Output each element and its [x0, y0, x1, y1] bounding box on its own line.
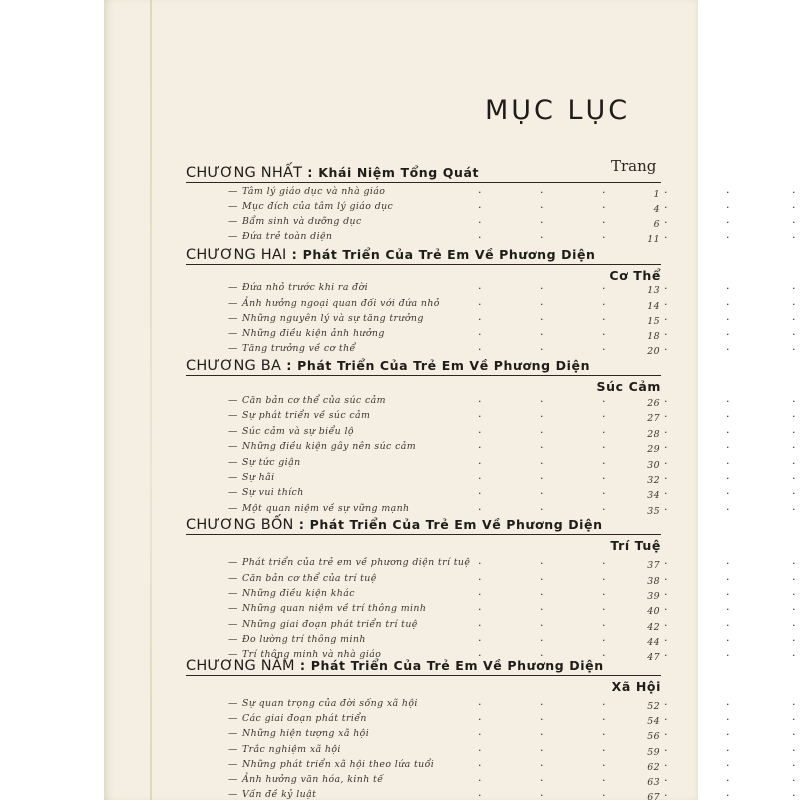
- chapter-title-continued: Trí Tuệ: [610, 538, 661, 553]
- entry-dash: —: [228, 573, 238, 584]
- entry-text: Đo lường trí thông minh: [242, 634, 366, 645]
- entry-text: Súc cảm và sự biểu lộ: [242, 426, 354, 437]
- toc-entry: — Súc cảm và sự biểu lộ . . . . . . 28: [228, 423, 796, 440]
- entry-text: Ảnh hưởng ngoại quan đối với đứa nhỏ: [242, 298, 440, 309]
- entry-text: Những phát triển xã hội theo lứa tuổi: [242, 759, 435, 770]
- entry-text: Những hiện tượng xã hội: [242, 728, 370, 739]
- entry-page-number: 28: [647, 429, 660, 440]
- entry-text: Căn bản cơ thể của trí tuệ: [242, 573, 377, 584]
- entry-text: Vấn đề kỷ luật: [242, 789, 317, 800]
- entry-page-number: 63: [647, 777, 660, 788]
- entry-dash: —: [228, 728, 238, 739]
- entry-dash: —: [228, 410, 238, 421]
- toc-entry: — Những giai đoạn phát triển trí tuệ . . . . . . 42: [228, 616, 796, 633]
- entry-text: Trắc nghiệm xã hội: [242, 744, 341, 755]
- entry-page-number: 34: [647, 490, 660, 501]
- entry-page-number: 47: [647, 652, 660, 663]
- entry-page-number: 44: [647, 637, 660, 648]
- entry-text: Phát triển của trẻ em về phương diện trí tuệ: [242, 557, 471, 568]
- toc-entry: — Những quan niệm về trí thông minh . . . . . . 40: [228, 600, 796, 617]
- chapter-title: Phát Triển Của Trẻ Em Về Phương Diện: [309, 517, 603, 532]
- entry-dash: —: [228, 487, 238, 498]
- toc-entry: — Đo lường trí thông minh . . . . . . 44: [228, 631, 796, 648]
- entry-text: Sự hãi: [242, 472, 275, 483]
- toc-entry: — Đứa trẻ toàn diện . . . . . . 11: [228, 228, 796, 245]
- entry-page-number: 11: [647, 234, 660, 245]
- entry-dash: —: [228, 426, 238, 437]
- toc-entry: — Một quan niệm về sự vững mạnh . . . . . . 35: [228, 500, 796, 517]
- entry-dash: —: [228, 557, 238, 568]
- toc-entry: — Những nguyên lý và sự tăng trưởng . . . . . . 15: [228, 310, 796, 327]
- toc-entry: — Các giai đoạn phát triển . . . . . . 54: [228, 710, 796, 727]
- entry-dash: —: [228, 328, 238, 339]
- entry-dash: —: [228, 231, 238, 242]
- chapter-heading-line: [186, 358, 661, 376]
- entry-page-number: 59: [647, 747, 660, 758]
- chapter-heading-line: [186, 247, 661, 265]
- page-fold: [150, 0, 152, 800]
- entry-dash: —: [228, 201, 238, 212]
- entry-dash: —: [228, 472, 238, 483]
- chapter-title: Phát Triển Của Trẻ Em Về Phương Diện: [310, 658, 604, 673]
- chapter-title-continued: Súc Cảm: [596, 379, 661, 394]
- entry-dash: —: [228, 789, 238, 800]
- entry-dash: —: [228, 698, 238, 709]
- entry-dash: —: [228, 298, 238, 309]
- entry-dash: —: [228, 503, 238, 514]
- chapter-heading-line: [186, 165, 661, 183]
- chapter-heading: [186, 358, 661, 394]
- entry-dash: —: [228, 343, 238, 354]
- entry-text: Sự vui thích: [242, 487, 304, 498]
- chapter-separator: :: [293, 518, 310, 533]
- entry-text: Căn bản cơ thể của súc cảm: [242, 395, 386, 406]
- page-column-label: Trang: [611, 157, 657, 175]
- chapter-heading: [186, 165, 661, 183]
- chapter-label: CHƯƠNG HAI: [186, 247, 287, 263]
- chapter-separator: :: [302, 166, 319, 181]
- entry-page-number: 52: [647, 701, 660, 712]
- toc-entry: — Sự vui thích . . . . . . 34: [228, 484, 796, 501]
- chapter-heading-line: [186, 517, 661, 535]
- toc-entry: — Tăng trưởng về cơ thể . . . . . . 20: [228, 340, 796, 357]
- entry-page-number: 27: [647, 413, 660, 424]
- toc-entry: — Những điều kiện ảnh hưởng . . . . . . 18: [228, 325, 796, 342]
- entry-page-number: 4: [653, 204, 660, 215]
- chapter-heading: [186, 517, 661, 553]
- toc-entry: — Đứa nhỏ trước khi ra đời . . . . . . 13: [228, 279, 796, 296]
- entry-dash: —: [228, 588, 238, 599]
- entry-text: Những quan niệm về trí thông minh: [242, 603, 427, 614]
- entry-text: Những nguyên lý và sự tăng trưởng: [242, 313, 424, 324]
- entry-dash: —: [228, 634, 238, 645]
- entry-text: Đứa nhỏ trước khi ra đời: [242, 282, 369, 293]
- entry-page-number: 15: [647, 316, 660, 327]
- chapter-label: CHƯƠNG BỐN: [186, 517, 294, 533]
- entry-page-number: 37: [647, 560, 660, 571]
- entry-page-number: 56: [647, 731, 660, 742]
- entry-page-number: 67: [647, 792, 660, 803]
- toc-entry: — Tâm lý giáo dục và nhà giáo . . . . . . 1: [228, 183, 796, 200]
- entry-text: Những giai đoạn phát triển trí tuệ: [242, 619, 418, 630]
- chapter-heading: [186, 658, 661, 694]
- entry-text: Sự quan trọng của đời sống xã hội: [242, 698, 418, 709]
- entry-text: Những điều kiện khác: [242, 588, 355, 599]
- entry-page-number: 26: [647, 398, 660, 409]
- chapter-separator: :: [294, 659, 311, 674]
- chapter-title: Phát Triển Của Trẻ Em Về Phương Diện: [297, 358, 591, 373]
- entry-text: Mục đích của tâm lý giáo dục: [242, 201, 394, 212]
- entry-page-number: 29: [647, 444, 660, 455]
- entry-text: Các giai đoạn phát triển: [242, 713, 367, 724]
- entry-text: Đứa trẻ toàn diện: [242, 231, 333, 242]
- entry-text: Những điều kiện gây nên súc cảm: [242, 441, 417, 452]
- toc-entry: — Căn bản cơ thể của súc cảm . . . . . . 26: [228, 392, 796, 409]
- entry-page-number: 13: [647, 285, 660, 296]
- entry-page-number: 54: [647, 716, 660, 727]
- chapter-label: CHƯƠNG NĂM: [186, 658, 295, 674]
- toc-entry: — Sự phát triển về súc cảm . . . . . . 27: [228, 407, 796, 424]
- toc-entry: — Những điều kiện gây nên súc cảm . . . . . . 29: [228, 438, 796, 455]
- entry-dash: —: [228, 713, 238, 724]
- entry-text: Ảnh hưởng văn hóa, kinh tế: [242, 774, 384, 785]
- chapter-label: CHƯƠNG NHẤT: [186, 165, 303, 181]
- chapter-title-continued: Cơ Thể: [609, 268, 661, 283]
- toc-entry: — Bẩm sinh và dưỡng dục . . . . . . 6: [228, 213, 796, 230]
- chapter-title: Khái Niệm Tổng Quát: [318, 165, 480, 180]
- entry-dash: —: [228, 759, 238, 770]
- chapter-separator: :: [281, 359, 298, 374]
- chapter-label: CHƯƠNG BA: [186, 358, 282, 374]
- chapter-title-continued: Xã Hội: [611, 679, 661, 694]
- entry-dash: —: [228, 619, 238, 630]
- entry-dash: —: [228, 603, 238, 614]
- entry-text: Sự tức giận: [242, 457, 301, 468]
- entry-page-number: 62: [647, 762, 660, 773]
- chapter-separator: :: [286, 248, 303, 263]
- entry-dash: —: [228, 313, 238, 324]
- toc-entry: — Ảnh hưởng ngoại quan đối với đứa nhỏ . . . . . . 14: [228, 295, 796, 312]
- entry-page-number: 6: [653, 219, 660, 230]
- toc-entry: — Trí thông minh và nhà giáo . . . . . . 47: [228, 646, 796, 663]
- entry-page-number: 42: [647, 622, 660, 633]
- entry-page-number: 20: [647, 346, 660, 357]
- entry-text: Tâm lý giáo dục và nhà giáo: [242, 186, 386, 197]
- entry-page-number: 32: [647, 475, 660, 486]
- toc-entry: — Những phát triển xã hội theo lứa tuổi . . . . . . 62: [228, 756, 796, 773]
- entry-text: Một quan niệm về sự vững mạnh: [242, 503, 410, 514]
- toc-entry: — Ảnh hưởng văn hóa, kinh tế . . . . . . 63: [228, 771, 796, 788]
- entry-page-number: 14: [647, 301, 660, 312]
- entry-dash: —: [228, 441, 238, 452]
- toc-entry: — Sự hãi . . . . . . 32: [228, 469, 796, 486]
- toc-entry: — Căn bản cơ thể của trí tuệ . . . . . . 38: [228, 570, 796, 587]
- entry-dash: —: [228, 186, 238, 197]
- entry-text: Sự phát triển về súc cảm: [242, 410, 371, 421]
- toc-entry: — Sự tức giận . . . . . . 30: [228, 454, 796, 471]
- entry-dash: —: [228, 457, 238, 468]
- entry-dash: —: [228, 216, 238, 227]
- chapter-title: Phát Triển Của Trẻ Em Về Phương Diện: [302, 247, 596, 262]
- entry-page-number: 40: [647, 606, 660, 617]
- toc-entry: — Trắc nghiệm xã hội . . . . . . 59: [228, 741, 796, 758]
- entry-dash: —: [228, 744, 238, 755]
- toc-entry: — Những điều kiện khác . . . . . . 39: [228, 585, 796, 602]
- entry-page-number: 35: [647, 506, 660, 517]
- entry-page-number: 1: [653, 189, 660, 200]
- toc-title: MỤC LỤC: [485, 95, 631, 126]
- entry-page-number: 30: [647, 460, 660, 471]
- entry-page-number: 18: [647, 331, 660, 342]
- entry-text: Bẩm sinh và dưỡng dục: [242, 216, 362, 227]
- toc-entry: — Phát triển của trẻ em về phương diện trí tuệ . . . . . . 37: [228, 554, 796, 571]
- entry-dash: —: [228, 649, 238, 660]
- toc-entry: — Sự quan trọng của đời sống xã hội . . . . . . 52: [228, 695, 796, 712]
- entry-dash: —: [228, 395, 238, 406]
- entry-text: Trí thông minh và nhà giáo: [242, 649, 382, 660]
- entry-dash: —: [228, 774, 238, 785]
- entry-text: Tăng trưởng về cơ thể: [242, 343, 356, 354]
- toc-entry: — Vấn đề kỷ luật . . . . . . 67: [228, 786, 796, 803]
- chapter-heading-line: [186, 658, 661, 676]
- entry-page-number: 39: [647, 591, 660, 602]
- entry-text: Những điều kiện ảnh hưởng: [242, 328, 385, 339]
- toc-entry: — Mục đích của tâm lý giáo dục . . . . . . 4: [228, 198, 796, 215]
- entry-page-number: 38: [647, 576, 660, 587]
- chapter-heading: [186, 247, 661, 283]
- entry-dash: —: [228, 282, 238, 293]
- toc-entry: — Những hiện tượng xã hội . . . . . . 56: [228, 725, 796, 742]
